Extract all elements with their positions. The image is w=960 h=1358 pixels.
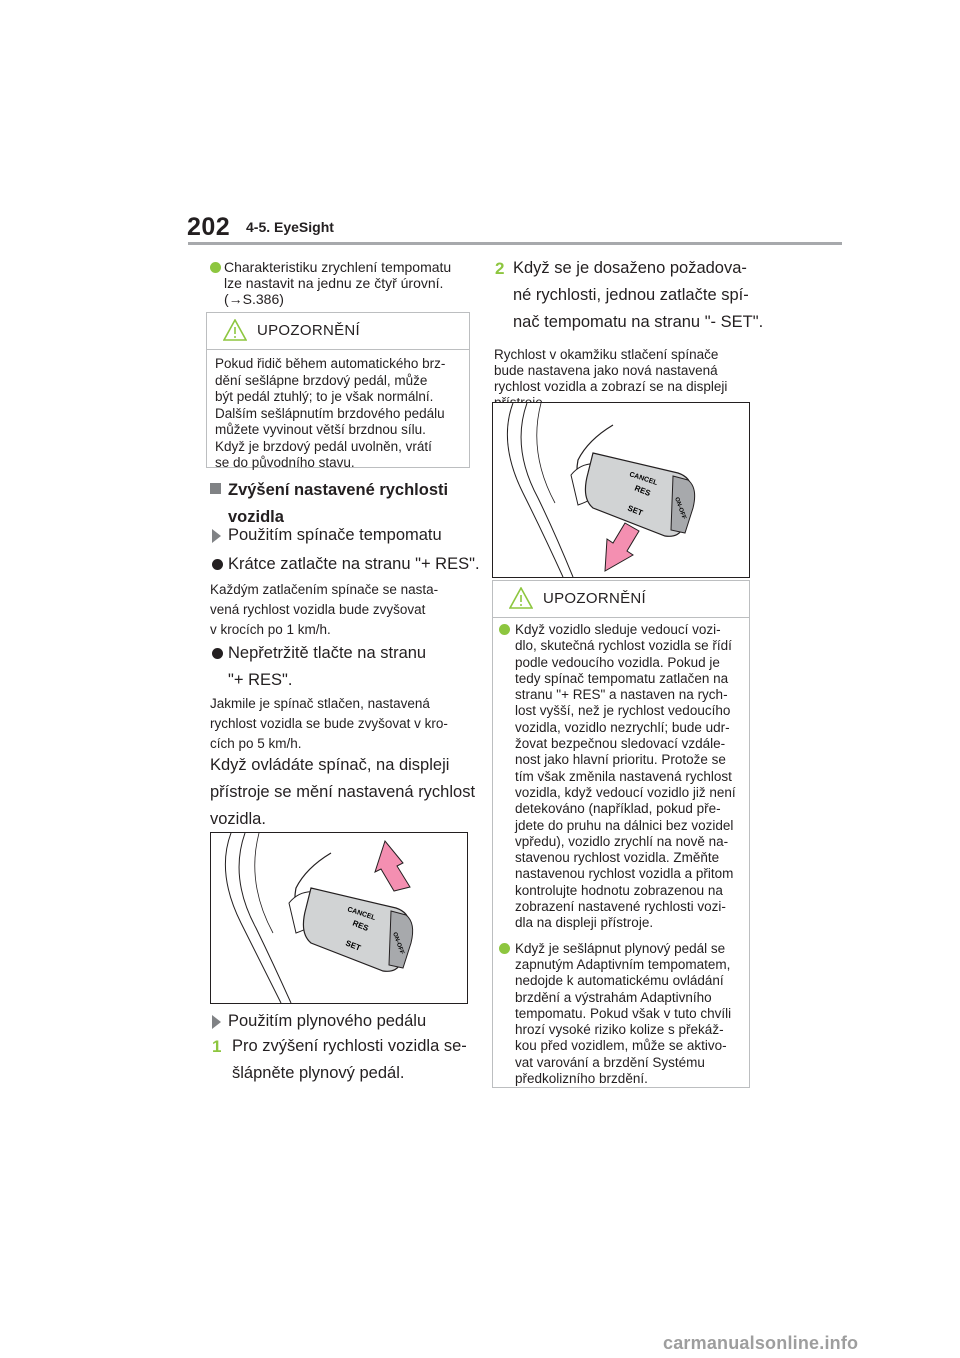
- cruise-lever-illustration: [493, 403, 749, 577]
- caution-line: brzdění a výstrahám Adaptivního: [515, 989, 712, 1005]
- sub-heading-1: [212, 522, 442, 549]
- caution-item-2: [499, 941, 743, 1088]
- step1-line: Pro zvýšení rychlosti vozidla se-: [232, 1037, 467, 1055]
- caution-line: Dalším sešlápnutím brzdového pedálu: [215, 405, 445, 421]
- dot1-text: Krátce zatlačte na stranu "+ RES".: [228, 555, 480, 573]
- page-number: 202: [187, 213, 231, 241]
- arrow-up-icon: [375, 841, 410, 891]
- dot2-line: Nepřetržitě tlačte na stranu: [228, 644, 427, 662]
- note-line: bude nastavena jako nová nastavená: [494, 363, 718, 378]
- caution-box-2: [492, 580, 750, 1088]
- step-2: [495, 255, 763, 336]
- sub2-text: Použitím plynového pedálu: [228, 1012, 427, 1030]
- note-line: rychlost vozidla se bude zvyšovat v kro-: [210, 716, 448, 731]
- sub-heading-2: [212, 1008, 426, 1035]
- dot-item-1: [212, 551, 480, 578]
- step2-number: 2: [495, 259, 505, 278]
- caution-line: nost jako hlavní prioritu. Protože se: [515, 752, 726, 768]
- caution-line: Pokud řidič během automatického brz-: [215, 356, 446, 371]
- caution-line: kou před vozidlem, může se aktivo-: [515, 1038, 727, 1054]
- caution-line: Když je sešlápnut plynový pedál se: [515, 940, 726, 956]
- note-line: Rychlost v okamžiku stlačení spínače: [494, 347, 719, 362]
- caution-line: zobrazení nastavené rychlosti vozi-: [515, 899, 726, 915]
- figure-lever-res: [210, 832, 468, 1004]
- caution-line: stavenou rychlost vozidla. Změňte: [515, 850, 720, 866]
- caution-body: [493, 618, 749, 1087]
- figure-lever-set: [492, 402, 750, 578]
- caution-body: [207, 350, 469, 472]
- caution-line: tedy spínač tempomatu zatlačen na: [515, 670, 729, 686]
- bullet-dot-icon: [212, 648, 223, 659]
- caution-line: nastavenou rychlost vozidla a přitom: [515, 866, 734, 882]
- caution-title: UPOZORNĚNÍ: [543, 590, 647, 607]
- step2-line: Když se je dosaženo požadova-: [513, 259, 747, 277]
- label-onoff: ON-OFF: [391, 931, 405, 956]
- label-set: SET: [626, 503, 645, 518]
- note-line: vená rychlost vozidla bude zvyšovat: [210, 602, 426, 617]
- step1-line: šlápněte plynový pedál.: [232, 1064, 405, 1082]
- label-res: RES: [351, 918, 370, 934]
- caution-line: být pedál ztuhlý; to je však normální.: [215, 389, 434, 404]
- caution-line: lost vyšší, než je rychlost vedoucího: [515, 703, 731, 719]
- dot2-note: [210, 694, 448, 754]
- note-line: v krocích po 1 km/h.: [210, 622, 331, 637]
- step-1: [212, 1033, 467, 1087]
- warning-triangle-icon: [223, 319, 247, 341]
- bullet-dot-icon: [499, 943, 510, 954]
- caution-header: [207, 313, 469, 350]
- bullet-dot-icon: [499, 624, 510, 635]
- para-line: Když ovládáte spínač, na displeji: [210, 756, 450, 774]
- caution-item-1: [499, 622, 743, 932]
- dot2-line: "+ RES".: [228, 671, 293, 689]
- display-paragraph: [210, 752, 475, 833]
- caution-line: zapnutým Adaptivním tempomatem,: [515, 956, 731, 972]
- caution-line: vozidla, když vedoucí vozidlo již není: [515, 784, 736, 800]
- caution-line: kontrolujte hodnotu zobrazenou na: [515, 882, 723, 898]
- caution-header: [493, 581, 749, 618]
- caution-line: vpředu), vozidlo zrychlí na nově na-: [515, 833, 729, 849]
- note-line: cích po 5 km/h.: [210, 736, 302, 751]
- warning-triangle-icon: [509, 587, 533, 609]
- caution-line: detekováno (například, pokud pře-: [515, 801, 721, 817]
- note-line: Jakmile je spínač stlačen, nastavená: [210, 696, 430, 711]
- step1-number: 1: [212, 1037, 222, 1056]
- caution-line: tím však změnila nastavená rychlost: [515, 768, 732, 784]
- bullet-dot-icon: [210, 262, 221, 273]
- caution-line: stranu "+ RES" a nastaven na rych-: [515, 687, 728, 703]
- note-line: rychlost vozidla a zobrazí se na displeji: [494, 379, 728, 394]
- caution-box-1: [206, 312, 470, 468]
- square-bullet-icon: [210, 483, 221, 494]
- caution-line: nedojde k automatickému ovládání: [515, 973, 724, 989]
- step2-line: nač tempomatu na stranu "- SET".: [513, 313, 764, 331]
- heading-text: Zvýšení nastavené rychlosti vozidla: [228, 481, 449, 526]
- label-cancel: CANCEL: [628, 471, 659, 487]
- step2-line: né rychlosti, jednou zatlačte spí-: [513, 286, 749, 304]
- caution-line: podle vedoucího vozidla. Pokud je: [515, 654, 720, 670]
- caution-line: hrozí vysoké riziko kolize s překáž-: [515, 1022, 724, 1038]
- triangle-bullet-icon: [212, 1015, 221, 1029]
- intro-bullet: [210, 259, 472, 307]
- caution-line: vat varování a brzdění Systému: [515, 1054, 705, 1070]
- dot-item-2: [212, 640, 426, 694]
- caution-line: Když je brzdový pedál uvolněn, vrátí: [215, 438, 432, 454]
- cruise-lever-illustration: [211, 833, 467, 1003]
- caution-line: Když vozidlo sleduje vedoucí vozi-: [515, 622, 721, 637]
- caution-line: jdete do pruhu na dálnici bez vozidel: [515, 817, 734, 833]
- label-onoff: ON-OFF: [673, 496, 687, 521]
- section-title: 4-5. EyeSight: [246, 219, 334, 235]
- caution-line: můžete vyvinout větší brzdnou sílu.: [215, 422, 426, 437]
- sub1-text: Použitím spínače tempomatu: [228, 526, 442, 544]
- caution-line: se do původního stavu.: [215, 455, 355, 470]
- para-line: vozidla.: [210, 810, 266, 828]
- caution-line: předkolizního brzdění.: [515, 1071, 648, 1087]
- label-res: RES: [633, 483, 652, 499]
- caution-line: dění sešlápne brzdový pedál, může: [215, 372, 428, 388]
- watermark[interactable]: carmanualsonline.info: [663, 1333, 859, 1353]
- caution-line: dla na displeji přístroje.: [515, 915, 654, 931]
- arrow-down-icon: [605, 523, 639, 571]
- intro-text: Charakteristiku zrychlení tempomatu lze nastavit na jednu ze čtyř úrovní.: [224, 259, 452, 291]
- label-set: SET: [344, 938, 363, 953]
- caution-line: tempomatu. Pokud však v tuto chvíli: [515, 1005, 732, 1021]
- intro-ref: (→S.386): [224, 291, 284, 307]
- header-rule: [188, 242, 842, 245]
- caution-line: žovat bezpečnou sledovací vzdále-: [515, 736, 726, 752]
- dot1-note: [210, 580, 438, 640]
- triangle-bullet-icon: [212, 529, 221, 543]
- caution-line: dlo, skutečná rychlost vozidla se řídí: [515, 638, 732, 654]
- note-line: Každým zatlačením spínače se nasta-: [210, 582, 439, 597]
- bullet-dot-icon: [212, 559, 223, 570]
- caution-title: UPOZORNĚNÍ: [257, 322, 361, 339]
- para-line: přístroje se mění nastavená rychlost: [210, 783, 476, 801]
- label-cancel: CANCEL: [346, 906, 377, 922]
- caution-line: vozidla, vozidlo nezrychlí; bude udr-: [515, 719, 730, 735]
